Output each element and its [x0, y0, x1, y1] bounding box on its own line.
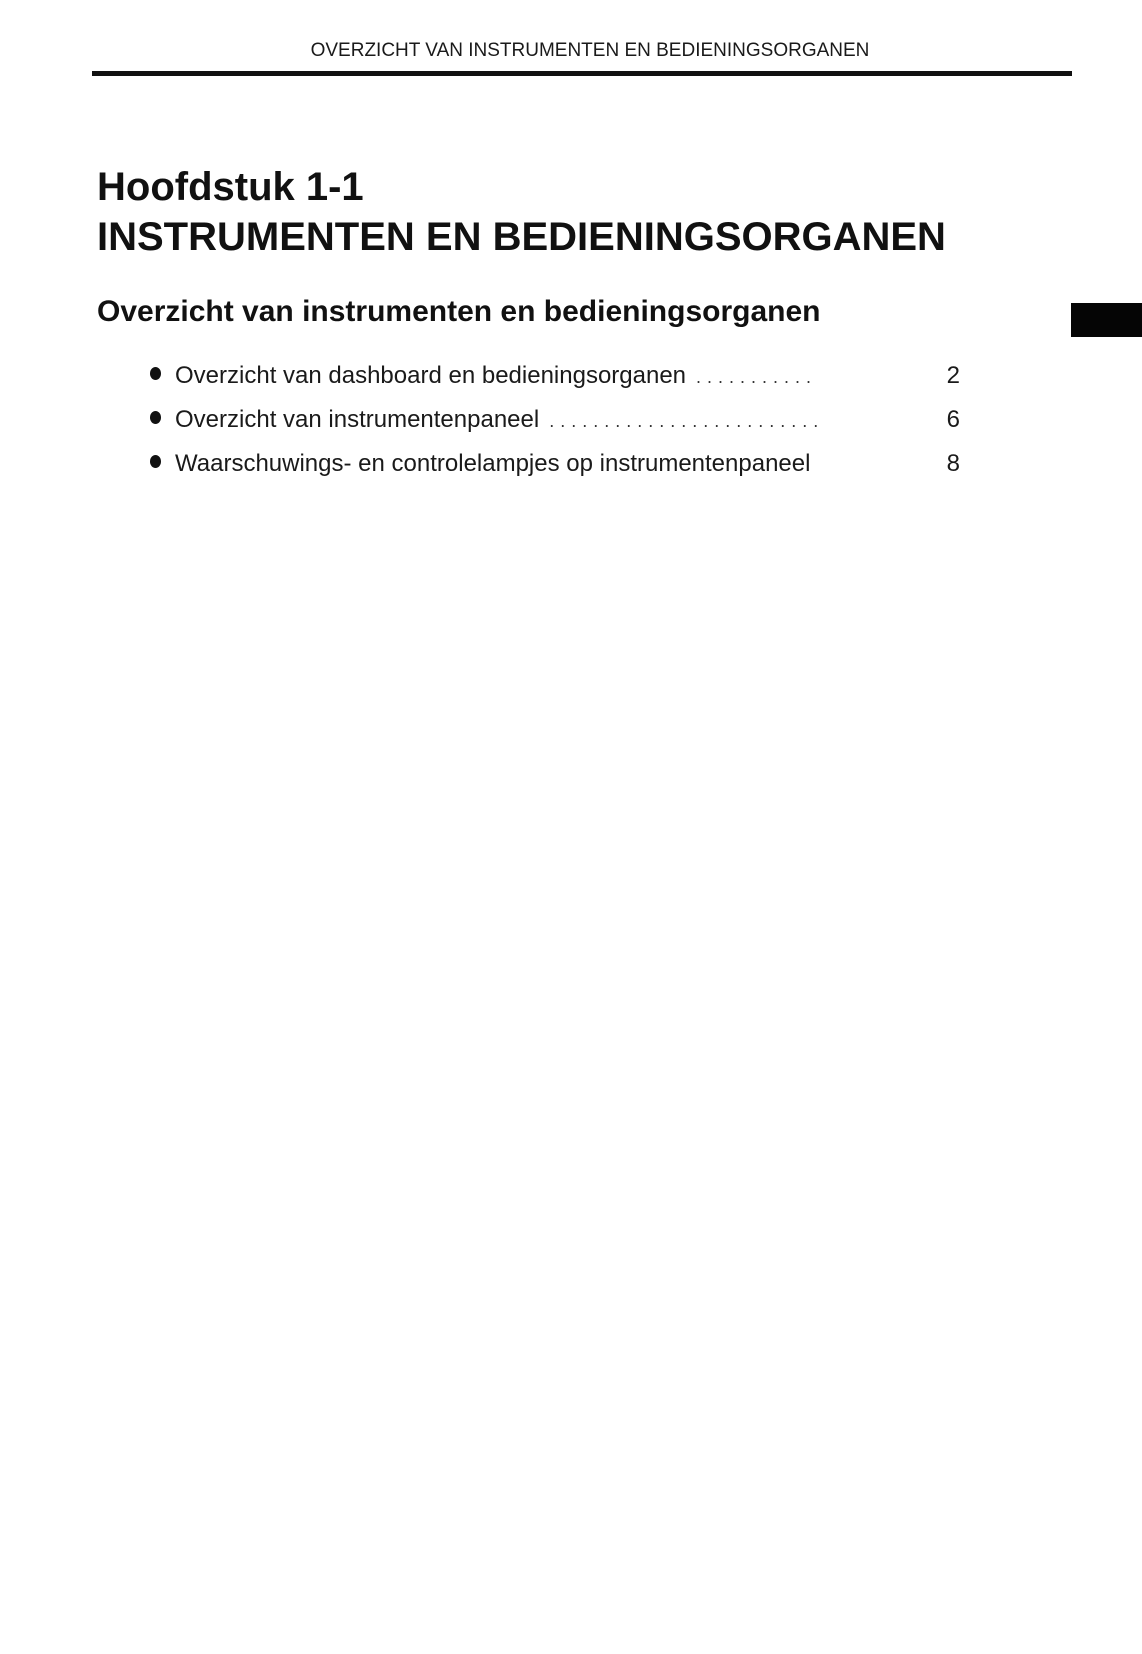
- toc-item-warning-lights: [150, 450, 960, 494]
- bullet-icon: [150, 367, 161, 380]
- table-of-contents: [150, 362, 960, 494]
- header-rule: [92, 71, 1072, 76]
- toc-item-text: Waarschuwings- en controlelampjes op instrumentenpaneel: [175, 450, 811, 477]
- bullet-icon: [150, 455, 161, 468]
- toc-item-instrument-panel: [150, 406, 960, 450]
- toc-dot-leader: ...........: [696, 367, 818, 387]
- chapter-thumb-tab: [1071, 303, 1142, 337]
- toc-dot-leader: .........................: [549, 411, 825, 431]
- chapter-title: INSTRUMENTEN EN BEDIENINGSORGANEN: [97, 215, 946, 259]
- section-title: Overzicht van instrumenten en bedieningsorganen: [97, 295, 821, 328]
- toc-page-number: 8: [946, 450, 960, 477]
- chapter-label: Hoofdstuk 1-1: [97, 165, 364, 209]
- toc-item-dashboard: [150, 362, 960, 406]
- toc-page-number: 2: [946, 362, 960, 389]
- toc-page-number: 6: [946, 406, 960, 433]
- running-header: OVERZICHT VAN INSTRUMENTEN EN BEDIENINGSORGANEN: [310, 40, 870, 61]
- toc-item-text: Overzicht van dashboard en bedieningsorganen: [175, 362, 687, 389]
- bullet-icon: [150, 411, 161, 424]
- toc-item-text: Overzicht van instrumentenpaneel: [175, 406, 540, 433]
